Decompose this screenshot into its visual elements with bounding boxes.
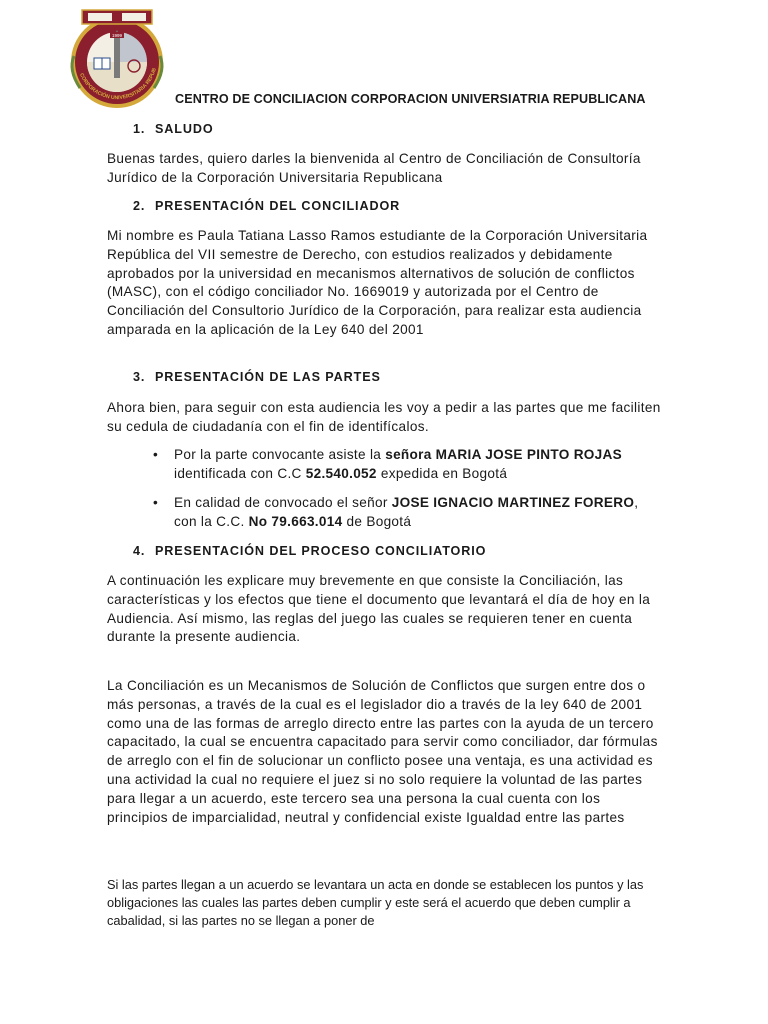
bullet-convocante: • Por la parte convocante asiste la señora MARIA JOSE PINTO ROJAS identificada con C.C 52.540.052 expedida en Bogotá [153,447,623,481]
paragraph-proceso-1: A continuación les explicare muy brevemente en que consiste la Conciliación, las características y los efectos que tiene el documento que levantará el día de hoy en la Audiencia. Así mismo, las reglas del juego las cuales se requieren tener en cuenta durante la presente audiencia. [107,573,651,645]
paragraph-proceso-2: La Conciliación es un Mecanismos de Solución de Conflictos que surgen entre dos o más personas, a través de la cual es el legislador dio a través de la ley 640 de 2001 como una de las formas de arreglo directo entre las partes con la ayuda de un tercero capacitado, la cual se encuentra capacitado para servir como conciliador, dar fórmulas de arreglo con el fin de solucionar un conflicto posee una ventaja, es una actividad es una actividad la cual no requiere el juez si no solo requiere la voluntad de las partes para llegar a un acuerdo, este tercero sea una persona la cual cuenta con los principios de imparcialidad, neutral y confidencial existe Igualdad entre las partes [107,678,658,825]
paragraph-proceso-3: Si las partes llegan a un acuerdo se levantara un acta en donde se establecen los puntos y las obligaciones las cuales las partes deben cumplir y este será el acuerdo que deben cumplir a cabalidad, si las partes no se llegan a poner de [107,877,644,928]
document-title: CENTRO DE CONCILIACION CORPORACION UNIVERSIATRIA REPUBLICANA [175,92,646,106]
bullet-convocado: • En calidad de convocado el señor JOSE IGNACIO MARTINEZ FORERO, con la C.C. No 79.663.014 de Bogotá [153,495,639,529]
section-heading-saludo: 1. SALUDO [133,122,214,136]
paragraph-conciliador: Mi nombre es Paula Tatiana Lasso Ramos estudiante de la Corporación Universitaria República del VII semestre de Derecho, con estudios realizados y debidamente aprobados por la universidad en mecanismos alternativos de solución de conflictos (MASC), con el código conciliador No. 1669019 y autorizada por el Centro de Conciliación del Consultorio Jurídico de la Corporación, para realizar esta audiencia amparada en la aplicación de la Ley 640 del 2001 [107,228,648,337]
paragraph-partes: Ahora bien, para seguir con esta audiencia les voy a pedir a las partes que me faciliten su cedula de ciudadanía con el fin de identifícalos. [107,400,661,434]
logo-ring-text: CORPORACIÓN UNIVERSITARIA REPUB [78,67,158,102]
university-seal-logo [64,8,170,110]
logo-year: 1999 [111,33,123,38]
section-heading-proceso: 4. PRESENTACIÓN DEL PROCESO CONCILIATORIO [133,544,487,558]
section-heading-conciliador: 2. PRESENTACIÓN DEL CONCILIADOR [133,199,401,213]
section-heading-partes: 3. PRESENTACIÓN DE LAS PARTES [133,370,381,384]
paragraph-saludo: Buenas tardes, quiero darles la bienvenida al Centro de Conciliación de Consultoría Jurídico de la Corporación Universitaria Republicana [107,151,641,185]
